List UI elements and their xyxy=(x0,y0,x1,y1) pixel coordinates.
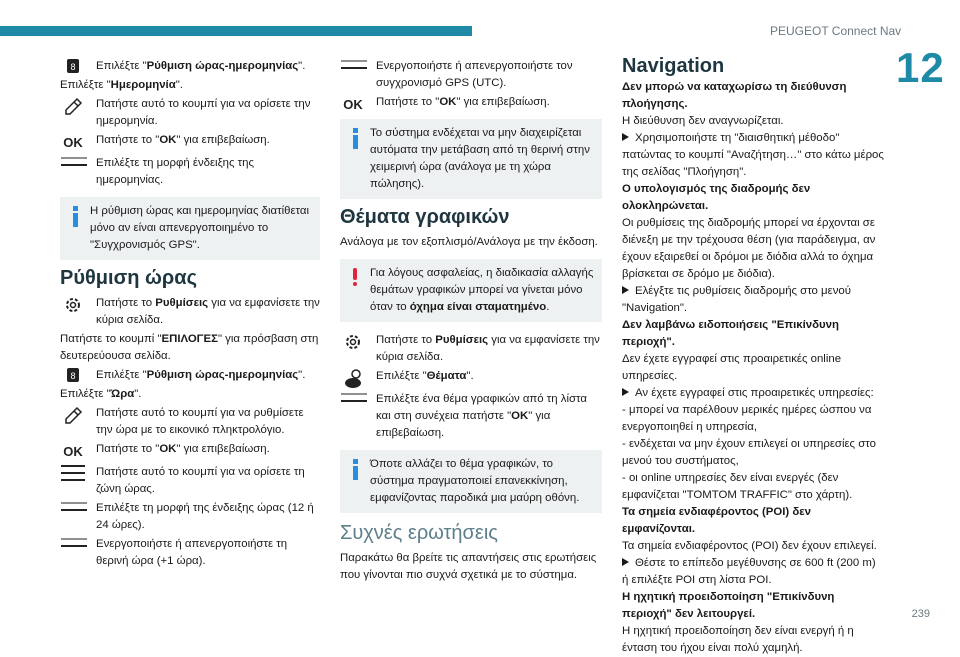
warning-note-vehicle-stopped: Για λόγους ασφαλείας, η διαδικασία αλλαγής θεμάτων γραφικών μπορεί να γίνεται μόνο όταν το όχημα είναι σταματημένο. xyxy=(340,259,602,322)
step-summer-time: Ενεργοποιήστε ή απενεργοποιήστε τη θερινή ώρα (+1 ώρα). xyxy=(60,536,320,570)
themes-intro: Ανάλογα με τον εξοπλισμό/Ανάλογα με την έκδοση. xyxy=(340,236,598,248)
faq-item xyxy=(622,589,884,657)
faq-solution: Αν έχετε εγγραφεί στις προαιρετικές υπηρεσίες: xyxy=(622,385,884,402)
svg-text:8: 8 xyxy=(70,62,76,72)
header-accent-bar xyxy=(0,26,472,36)
step-select-time-date: 8 Επιλέξτε "Ρύθμιση ώρας-ημερομηνίας". xyxy=(60,58,320,75)
step-date-format: Επιλέξτε τη μορφή ένδειξης της ημερομηνίας. xyxy=(60,155,320,189)
faq-item xyxy=(622,317,884,504)
ok-icon: OK xyxy=(63,444,83,459)
info-icon xyxy=(70,206,80,228)
faq-solution: Θέστε το επίπεδο μεγέθυνσης σε 600 ft (200 m) ή επιλέξτε POI στη λίστα POI. xyxy=(622,557,876,586)
warning-icon xyxy=(350,268,360,290)
faq-detail: - μπορεί να παρέλθουν μερικές ημέρες ώσπου να ενεργοποιηθεί η υπηρεσία, xyxy=(622,404,872,433)
column-left xyxy=(60,58,320,572)
toggle-icon xyxy=(60,536,86,556)
column-right xyxy=(622,55,884,657)
step-open-settings: Πατήστε το Ρυθμίσεις για να εμφανίσετε την κύρια σελίδα. xyxy=(60,295,320,329)
faq-answer: Η ηχητική προειδοποίηση δεν είναι ενεργή ή η ένταση του ήχου είναι πολύ χαμηλή. xyxy=(622,625,854,654)
faq-question: Ο υπολογισμός της διαδρομής δεν ολοκληρώνεται. xyxy=(622,183,811,212)
heading-navigation: Navigation xyxy=(622,55,725,77)
brand-title: PEUGEOT Connect Nav xyxy=(770,24,902,38)
faq-answer: Η διεύθυνση δεν αναγνωρίζεται. xyxy=(622,115,784,127)
gear-icon xyxy=(60,295,86,321)
column-middle xyxy=(340,58,602,586)
info-note-theme-restart: Όποτε αλλάζει το θέμα γραφικών, το σύστημα πραγματοποιεί επανεκκίνηση, εμφανίζοντας παροδικά μια μαύρη οθόνη. xyxy=(340,450,602,513)
text-select-date: Επιλέξτε "Ημερομηνία". xyxy=(60,79,183,91)
faq-question: Η ηχητική προειδοποίηση "Επικίνδυνη περιοχή" δεν λειτουργεί. xyxy=(622,591,835,620)
faq-solution: Ελέγξτε τις ρυθμίσεις διαδρομής στο μενού "Navigation". xyxy=(622,285,851,314)
faq-item xyxy=(622,181,884,317)
toggle-icon xyxy=(340,391,366,411)
toggle-icon xyxy=(340,58,366,78)
arrow-right-icon xyxy=(622,558,629,566)
info-note-summer-time: Το σύστημα ενδέχεται να μην διαχειρίζεται αυτόματα την μετάβαση από τη θερινή στην χειμερινή ώρα (ανάλογα με τη χώρα πώλησης). xyxy=(340,119,602,199)
text-options-button: Πατήστε το κουμπί "ΕΠΙΛΟΓΕΣ" για πρόσβαση στη δευτερεύουσα σελίδα. xyxy=(60,333,319,362)
faq-intro: Παρακάτω θα βρείτε τις απαντήσεις στις ερωτήσεις που γίνονται πιο συχνά σχετικά με το σύστημα. xyxy=(340,552,597,581)
toggle-icon xyxy=(60,500,86,520)
text-select-time: Επιλέξτε "Ώρα". xyxy=(60,388,142,400)
faq-answer: Τα σημεία ενδιαφέροντος (POI) δεν έχουν επιλεγεί. xyxy=(622,540,877,552)
step-set-time: Πατήστε αυτό το κουμπί για να ρυθμίσετε την ώρα με το εικονικό πληκτρολόγιο. xyxy=(60,405,320,439)
step-gps-sync: Ενεργοποιήστε ή απενεργοποιήστε τον συγχρονισμό GPS (UTC). xyxy=(340,58,602,92)
info-note-gps-sync: Η ρύθμιση ώρας και ημερομηνίας διατίθεται μόνο αν είναι απενεργοποιημένο το "Συγχρονισμός GPS". xyxy=(60,197,320,260)
pencil-icon xyxy=(60,405,86,433)
faq-answer: Δεν έχετε εγγραφεί στις προαιρετικές online υπηρεσίες. xyxy=(622,353,842,382)
faq-item xyxy=(622,504,884,589)
step-choose-theme: Επιλέξτε ένα θέμα γραφικών από τη λίστα και στη συνέχεια πατήστε "OK" για επιβεβαίωση. xyxy=(340,391,602,442)
info-icon xyxy=(350,459,360,481)
faq-detail: - οι online υπηρεσίες δεν είναι ενεργές (δεν εμφανίζεται "TOMTOM TRAFFIC" στο χάρτη). xyxy=(622,472,853,501)
faq-answer: Οι ρυθμίσεις της διαδρομής μπορεί να έρχονται σε διένεξη με την τρέχουσα θέση (για παράδειγμα, αν έχουν εξαιρεθεί οι δρόμοι με διόδια αλλά το όχημα βρίσκεται σε δρόμο με διόδια). xyxy=(622,217,876,280)
faq-question: Δεν μπορώ να καταχωρίσω τη διεύθυνση πλοήγησης. xyxy=(622,81,847,110)
step-select-themes: Επιλέξτε "Θέματα". xyxy=(340,368,602,385)
step-time-zone: Πατήστε αυτό το κουμπί για να ορίσετε τη ζώνη ώρας. xyxy=(60,464,320,498)
step-set-date: Πατήστε αυτό το κουμπί για να ορίσετε την ημερομηνία. xyxy=(60,96,320,130)
step-open-settings-themes: Πατήστε το Ρυθμίσεις για να εμφανίσετε την κύρια σελίδα. xyxy=(340,332,602,366)
step-confirm-gps: OK Πατήστε το "OK" για επιβεβαίωση. xyxy=(340,94,602,111)
ok-icon: OK xyxy=(63,135,83,150)
settings-key-icon xyxy=(60,58,86,80)
heading-graphic-themes: Θέματα γραφικών xyxy=(340,206,510,228)
step-confirm-date: OK Πατήστε το "OK" για επιβεβαίωση. xyxy=(60,132,320,149)
settings-key-icon xyxy=(60,367,86,389)
step-time-format: Επιλέξτε τη μορφή της ένδειξης ώρας (12 ή 24 ώρες). xyxy=(60,500,320,534)
faq-detail: - ενδέχεται να μην έχουν επιλεγεί οι υπηρεσίες στο μενού του συστήματος, xyxy=(622,438,876,467)
step-select-time-date-2: 8 Επιλέξτε "Ρύθμιση ώρας-ημερομηνίας". xyxy=(60,367,320,384)
step-confirm-time: OK Πατήστε το "OK" για επιβεβαίωση. xyxy=(60,441,320,458)
faq-question: Δεν λαμβάνω ειδοποιήσεις "Επικίνδυνη περιοχή". xyxy=(622,319,839,348)
arrow-right-icon xyxy=(622,286,629,294)
heading-faq: Συχνές ερωτήσεις xyxy=(340,522,498,544)
faq-question: Τα σημεία ενδιαφέροντος (POI) δεν εμφανίζονται. xyxy=(622,506,812,535)
gear-icon xyxy=(340,332,366,358)
faq-item xyxy=(622,79,884,181)
pencil-icon xyxy=(60,96,86,124)
toggle-icon xyxy=(60,155,86,175)
arrow-right-icon xyxy=(622,133,629,141)
svg-text:8: 8 xyxy=(70,371,76,381)
ok-icon: OK xyxy=(343,97,363,112)
faq-solution: Χρησιμοποιήστε τη "διαισθητική μέθοδο" πατώντας το κουμπί "Αναζήτηση…" στο κάτω μέρος της σελίδας "Πλοήγηση". xyxy=(622,132,884,178)
page-number: 239 xyxy=(911,608,930,620)
chapter-number: 12 xyxy=(896,44,945,91)
info-icon xyxy=(350,128,360,150)
heading-time-setting: Ρύθμιση ώρας xyxy=(60,267,198,289)
arrow-right-icon xyxy=(622,388,629,396)
hamburger-icon xyxy=(60,464,86,488)
